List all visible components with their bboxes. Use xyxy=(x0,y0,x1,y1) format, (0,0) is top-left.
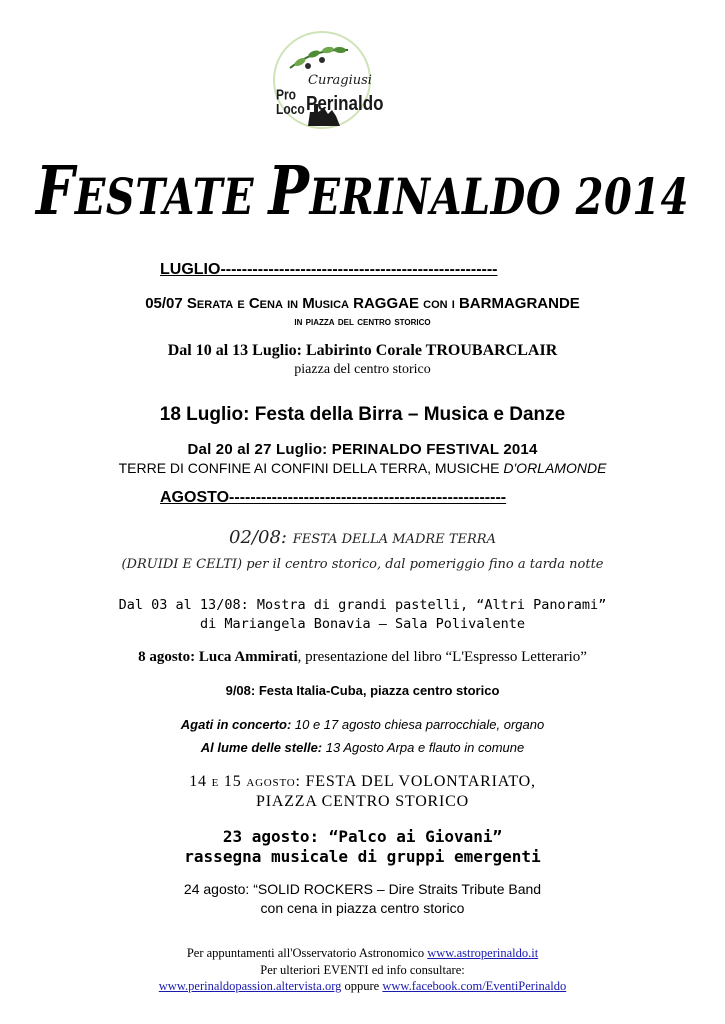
agosto-event-8-line1: 23 agosto: “Palco ai Giovani” xyxy=(222,827,503,846)
luglio-event-4-line2 xyxy=(0,460,725,476)
agosto-event-3-bold: 8 agosto: Luca Ammirati xyxy=(138,649,298,665)
luglio-event-3: 18 Luglio: Festa della Birra – Musica e Danze xyxy=(159,404,566,425)
agosto-event-8-line2: rassegna musicale di gruppi emergenti xyxy=(184,847,541,866)
page-title xyxy=(0,150,725,230)
agosto-event-2-line2: di Mariangela Bonavia – Sala Polivalente xyxy=(199,616,526,632)
agosto-event-9-line2: con cena in piazza centro storico xyxy=(260,900,465,916)
agosto-event-5 xyxy=(0,717,725,732)
agosto-event-6-rest: 13 Agosto Arpa e flauto in comune xyxy=(322,740,525,755)
luglio-event-4-line1: Dal 20 al 27 Luglio: PERINALDO FESTIVAL 2014 xyxy=(187,441,538,458)
luglio-event-4-line2-text: TERRE DI CONFINE AI CONFINI DELLA TERRA, MUSICHE xyxy=(118,460,504,476)
logo-loco-text: Loco xyxy=(276,100,305,118)
logo-perinaldo-text: Perinaldo xyxy=(306,92,384,115)
astroperinaldo-link[interactable]: www.astroperinaldo.it xyxy=(427,946,539,960)
agosto-event-9-line1: 24 agosto: “SOLID ROCKERS – Dire Straits Tribute Band xyxy=(183,881,542,897)
agosto-event-4: 9/08: Festa Italia-Cuba, piazza centro storico xyxy=(225,683,500,698)
luglio-event-2-line2: piazza del centro storico xyxy=(294,362,431,377)
footer-line-1-text: Per appuntamenti all'Osservatorio Astronomico xyxy=(186,946,428,960)
title-cap-f: F xyxy=(36,150,75,230)
agosto-event-1-title: FESTA DELLA MADRE TERRA xyxy=(292,532,496,547)
section-header-luglio: LUGLIO---------------------------------------------------- xyxy=(160,261,498,278)
perinaldopassion-link[interactable]: www.perinaldopassion.altervista.org xyxy=(158,979,342,993)
luglio-event-4-line2-italic: D'ORLAMONDE xyxy=(503,460,607,476)
agosto-event-5-bold: Agati in concerto: xyxy=(180,717,292,732)
agosto-event-6-bold: Al lume delle stelle: xyxy=(200,740,323,755)
agosto-event-1-date: 02/08: xyxy=(229,527,293,548)
luglio-event-1-line2: in piazza del centro storico xyxy=(294,314,431,328)
footer-line-1 xyxy=(0,946,725,961)
logo-tagline: Curagiusi xyxy=(308,73,372,88)
logo-pro-loco xyxy=(276,88,305,117)
facebook-link[interactable]: www.facebook.com/EventiPerinaldo xyxy=(382,979,567,993)
footer-line-3-mid: oppure xyxy=(341,979,383,993)
title-rest-2: ERINALDO 2014 xyxy=(309,167,689,227)
title-rest-1: ESTATE xyxy=(74,167,269,227)
footer-line-2: Per ulteriori EVENTI ed info consultare: xyxy=(260,963,465,977)
agosto-event-1-line1 xyxy=(0,527,725,548)
agosto-event-1-line2: (DRUIDI E CELTI) per il centro storico, dal pomeriggio fino a tarda notte xyxy=(121,557,604,572)
luglio-event-1-line1: 05/07 Serata e Cena in Musica RAGGAE con i BARMAGRANDE xyxy=(145,295,580,312)
logo-pro-text: Pro xyxy=(276,86,297,104)
agosto-event-6 xyxy=(0,740,725,755)
section-header-agosto: AGOSTO---------------------------------------------------- xyxy=(160,489,507,506)
agosto-event-2-line1: Dal 03 al 13/08: Mostra di grandi pastelli, “Altri Panorami” xyxy=(118,597,607,613)
title-cap-p: P xyxy=(268,150,310,230)
pro-loco-logo xyxy=(270,28,384,143)
agosto-event-7-line2: PIAZZA CENTRO STORICO xyxy=(256,793,469,810)
agosto-event-3 xyxy=(0,649,725,666)
luglio-event-2-line1: Dal 10 al 13 Luglio: Labirinto Corale TROUBARCLAIR xyxy=(167,342,558,359)
agosto-event-5-rest: 10 e 17 agosto chiesa parrocchiale, organo xyxy=(291,717,545,732)
agosto-event-7-line1: 14 e 15 agosto: FESTA DEL VOLONTARIATO, xyxy=(189,773,536,790)
footer-line-3 xyxy=(0,979,725,994)
agosto-event-3-rest: , presentazione del libro “L'Espresso Letterario” xyxy=(297,649,587,665)
